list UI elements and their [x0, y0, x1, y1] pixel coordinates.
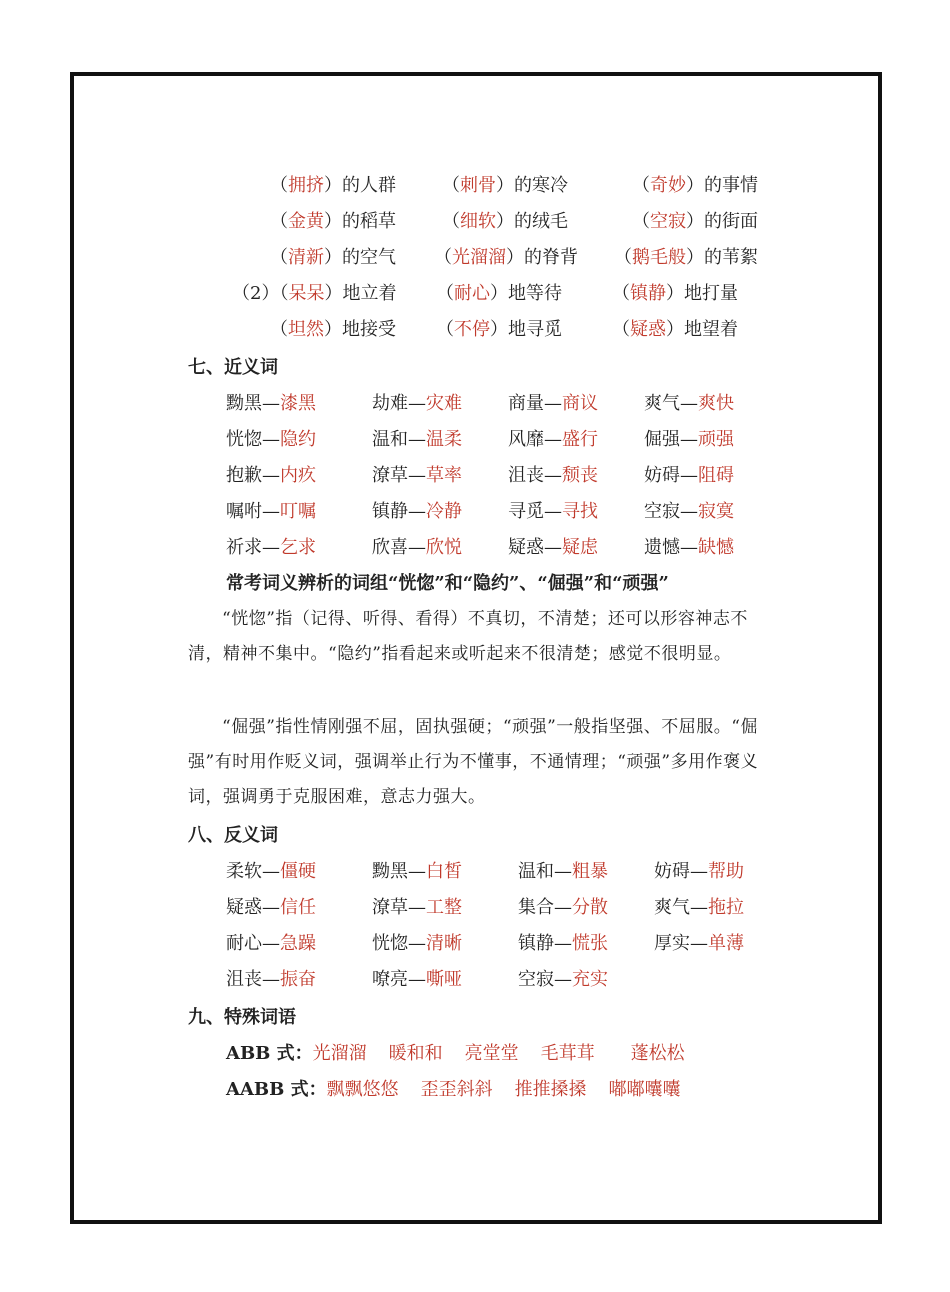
- dash: —: [262, 933, 280, 954]
- word: 寻觅: [508, 501, 544, 522]
- dash: —: [680, 465, 698, 486]
- dash: —: [408, 429, 426, 450]
- dash: —: [408, 861, 426, 882]
- modifier-fill: 疑惑: [630, 319, 666, 340]
- dash: —: [544, 537, 562, 558]
- word: 劫难: [372, 393, 408, 414]
- aabb-word: 飘飘悠悠: [326, 1079, 399, 1100]
- dash: —: [262, 429, 280, 450]
- modifier-text: 的人群: [342, 175, 396, 196]
- modifier-fill: 拥挤: [288, 175, 324, 196]
- modifier-text: 的稻草: [342, 211, 396, 232]
- word: 爽气: [654, 897, 690, 918]
- word: 温和: [372, 429, 408, 450]
- abb-word: 蓬松松: [630, 1043, 685, 1064]
- word: 镇静: [518, 933, 554, 954]
- modifier-text: 地打量: [684, 283, 738, 304]
- answer: 顽强: [698, 429, 734, 450]
- word: 柔软: [226, 861, 262, 882]
- word: 空寂: [644, 501, 680, 522]
- word: 集合: [518, 897, 554, 918]
- modifier-text: 的脊背: [524, 247, 578, 268]
- answer: 清晰: [426, 933, 462, 954]
- answer: 欣悦: [426, 537, 462, 558]
- word: 遗憾: [644, 537, 680, 558]
- word: 潦草: [372, 897, 408, 918]
- answer: 拖拉: [708, 897, 744, 918]
- word: 倔强: [644, 429, 680, 450]
- answer: 缺憾: [698, 537, 734, 558]
- answer: 单薄: [708, 933, 744, 954]
- dash: —: [408, 537, 426, 558]
- answer: 充实: [572, 969, 608, 990]
- answer: 分散: [572, 897, 608, 918]
- modifier-text: 的绒毛: [514, 211, 568, 232]
- word: 厚实: [654, 933, 690, 954]
- answer: 振奋: [280, 969, 316, 990]
- answer: 嘶哑: [426, 969, 462, 990]
- dash: —: [544, 429, 562, 450]
- modifier-fill: 空寂: [650, 211, 686, 232]
- abb-row: [226, 1042, 707, 1066]
- section-heading-antonyms: 八、反义词: [188, 825, 278, 846]
- dash: —: [408, 897, 426, 918]
- dash: —: [554, 969, 572, 990]
- answer: 漆黑: [280, 393, 316, 414]
- dash: —: [690, 861, 708, 882]
- modifier-fill: 光溜溜: [452, 247, 506, 268]
- answer: 寻找: [562, 501, 598, 522]
- analysis-paragraph: “倔强”指性情刚强不屈，固执强硬；“顽强”一般指坚强、不屈服。“倔强”有时用作贬义词，强调举止行为不懂事，不通情理；“顽强”多用作褒义词，强调勇于克服困难，意志力强大。: [188, 717, 759, 807]
- word: 耐心: [226, 933, 262, 954]
- dash: —: [544, 465, 562, 486]
- dash: —: [680, 429, 698, 450]
- modifier-text: 的空气: [342, 247, 396, 268]
- answer: 阻碍: [698, 465, 734, 486]
- dash: —: [262, 501, 280, 522]
- dash: —: [554, 933, 572, 954]
- aabb-row: [226, 1078, 703, 1102]
- modifier-text: 的苇絮: [704, 247, 758, 268]
- word: 沮丧: [508, 465, 544, 486]
- abb-word: 亮堂堂: [464, 1043, 519, 1064]
- word: 祈求: [226, 537, 262, 558]
- dash: —: [262, 393, 280, 414]
- dash: —: [680, 537, 698, 558]
- word: 潦草: [372, 465, 408, 486]
- aabb-word: 嘟嘟囔囔: [608, 1079, 681, 1100]
- word: 欣喜: [372, 537, 408, 558]
- section-heading-synonyms: 七、近义词: [188, 357, 278, 378]
- modifier-fill: 刺骨: [460, 175, 496, 196]
- word: 爽气: [644, 393, 680, 414]
- answer: 冷静: [426, 501, 462, 522]
- answer: 颓丧: [562, 465, 598, 486]
- word: 疑惑: [508, 537, 544, 558]
- modifier-fill: 耐心: [454, 283, 490, 304]
- aabb-label: AABB 式：: [226, 1079, 327, 1100]
- dash: —: [262, 897, 280, 918]
- answer: 内疚: [280, 465, 316, 486]
- word: 商量: [508, 393, 544, 414]
- modifier-text: 地望着: [684, 319, 738, 340]
- answer: 寂寞: [698, 501, 734, 522]
- dash: —: [554, 897, 572, 918]
- modifier-text: 的事情: [704, 175, 758, 196]
- modifier-text: 地寻觅: [508, 319, 562, 340]
- modifier-fill: 奇妙: [650, 175, 686, 196]
- dash: —: [690, 897, 708, 918]
- analysis-paragraph: “恍惚”指（记得、听得、看得）不真切，不清楚；还可以形容神志不清，精神不集中。“隐约”指看起来或听起来不很清楚；感觉不很明显。: [188, 609, 748, 664]
- abb-word: 光溜溜: [312, 1043, 367, 1064]
- answer: 信任: [280, 897, 316, 918]
- word: 嘱咐: [226, 501, 262, 522]
- dash: —: [262, 969, 280, 990]
- word: 沮丧: [226, 969, 262, 990]
- abb-label: ABB 式：: [226, 1043, 313, 1064]
- modifier-fill: 清新: [288, 247, 324, 268]
- answer: 僵硬: [280, 861, 316, 882]
- answer: 乞求: [280, 537, 316, 558]
- dash: —: [680, 501, 698, 522]
- modifier-fill: 呆呆: [288, 283, 325, 304]
- dash: —: [408, 933, 426, 954]
- answer: 急躁: [280, 933, 316, 954]
- word: 黝黑: [372, 861, 408, 882]
- dash: —: [408, 969, 426, 990]
- dash: —: [544, 501, 562, 522]
- dash: —: [262, 537, 280, 558]
- word: 风靡: [508, 429, 544, 450]
- abb-word: 暖和和: [388, 1043, 443, 1064]
- modifier-fill: 鹅毛般: [632, 247, 686, 268]
- word: 黝黑: [226, 393, 262, 414]
- answer: 爽快: [698, 393, 734, 414]
- modifier-fill: 镇静: [630, 283, 666, 304]
- word: 抱歉: [226, 465, 262, 486]
- dash: —: [408, 465, 426, 486]
- word: 妨碍: [654, 861, 690, 882]
- dash: —: [544, 393, 562, 414]
- word: 嘹亮: [372, 969, 408, 990]
- part-label: （2）: [232, 283, 280, 304]
- word: 镇静: [372, 501, 408, 522]
- answer: 工整: [426, 897, 462, 918]
- modifier-fill: 坦然: [288, 319, 324, 340]
- modifier-fill: 金黄: [288, 211, 324, 232]
- dash: —: [262, 861, 280, 882]
- answer: 草率: [426, 465, 462, 486]
- modifier-text: 地立着: [342, 283, 397, 304]
- dash: —: [408, 501, 426, 522]
- answer: 商议: [562, 393, 598, 414]
- modifier-fill: 细软: [460, 211, 496, 232]
- word: 温和: [518, 861, 554, 882]
- answer: 隐约: [280, 429, 316, 450]
- dash: —: [554, 861, 572, 882]
- word: 空寂: [518, 969, 554, 990]
- modifier-text: 的街面: [704, 211, 758, 232]
- answer: 叮嘱: [280, 501, 316, 522]
- aabb-word: 推推搡搡: [514, 1079, 587, 1100]
- modifier-text: 的寒冷: [514, 175, 568, 196]
- abb-word: 毛茸茸: [540, 1043, 595, 1064]
- modifier-fill: 不停: [454, 319, 490, 340]
- answer: 灾难: [426, 393, 462, 414]
- analysis-title: 常考词义辨析的词组“恍惚”和“隐约”、“倔强”和“顽强”: [226, 573, 669, 594]
- answer: 疑虑: [562, 537, 598, 558]
- answer: 粗暴: [572, 861, 608, 882]
- section-heading-special: 九、特殊词语: [188, 1007, 296, 1028]
- dash: —: [680, 393, 698, 414]
- aabb-word: 歪歪斜斜: [420, 1079, 493, 1100]
- modifier-text: 地接受: [342, 319, 396, 340]
- answer: 盛行: [562, 429, 598, 450]
- answer: 帮助: [708, 861, 744, 882]
- word: 妨碍: [644, 465, 680, 486]
- word: 疑惑: [226, 897, 262, 918]
- answer: 慌张: [572, 933, 608, 954]
- word: 恍惚: [226, 429, 262, 450]
- dash: —: [408, 393, 426, 414]
- dash: —: [262, 465, 280, 486]
- dash: —: [690, 933, 708, 954]
- answer: 白皙: [426, 861, 462, 882]
- modifier-text: 地等待: [508, 283, 562, 304]
- word: 恍惚: [372, 933, 408, 954]
- answer: 温柔: [426, 429, 462, 450]
